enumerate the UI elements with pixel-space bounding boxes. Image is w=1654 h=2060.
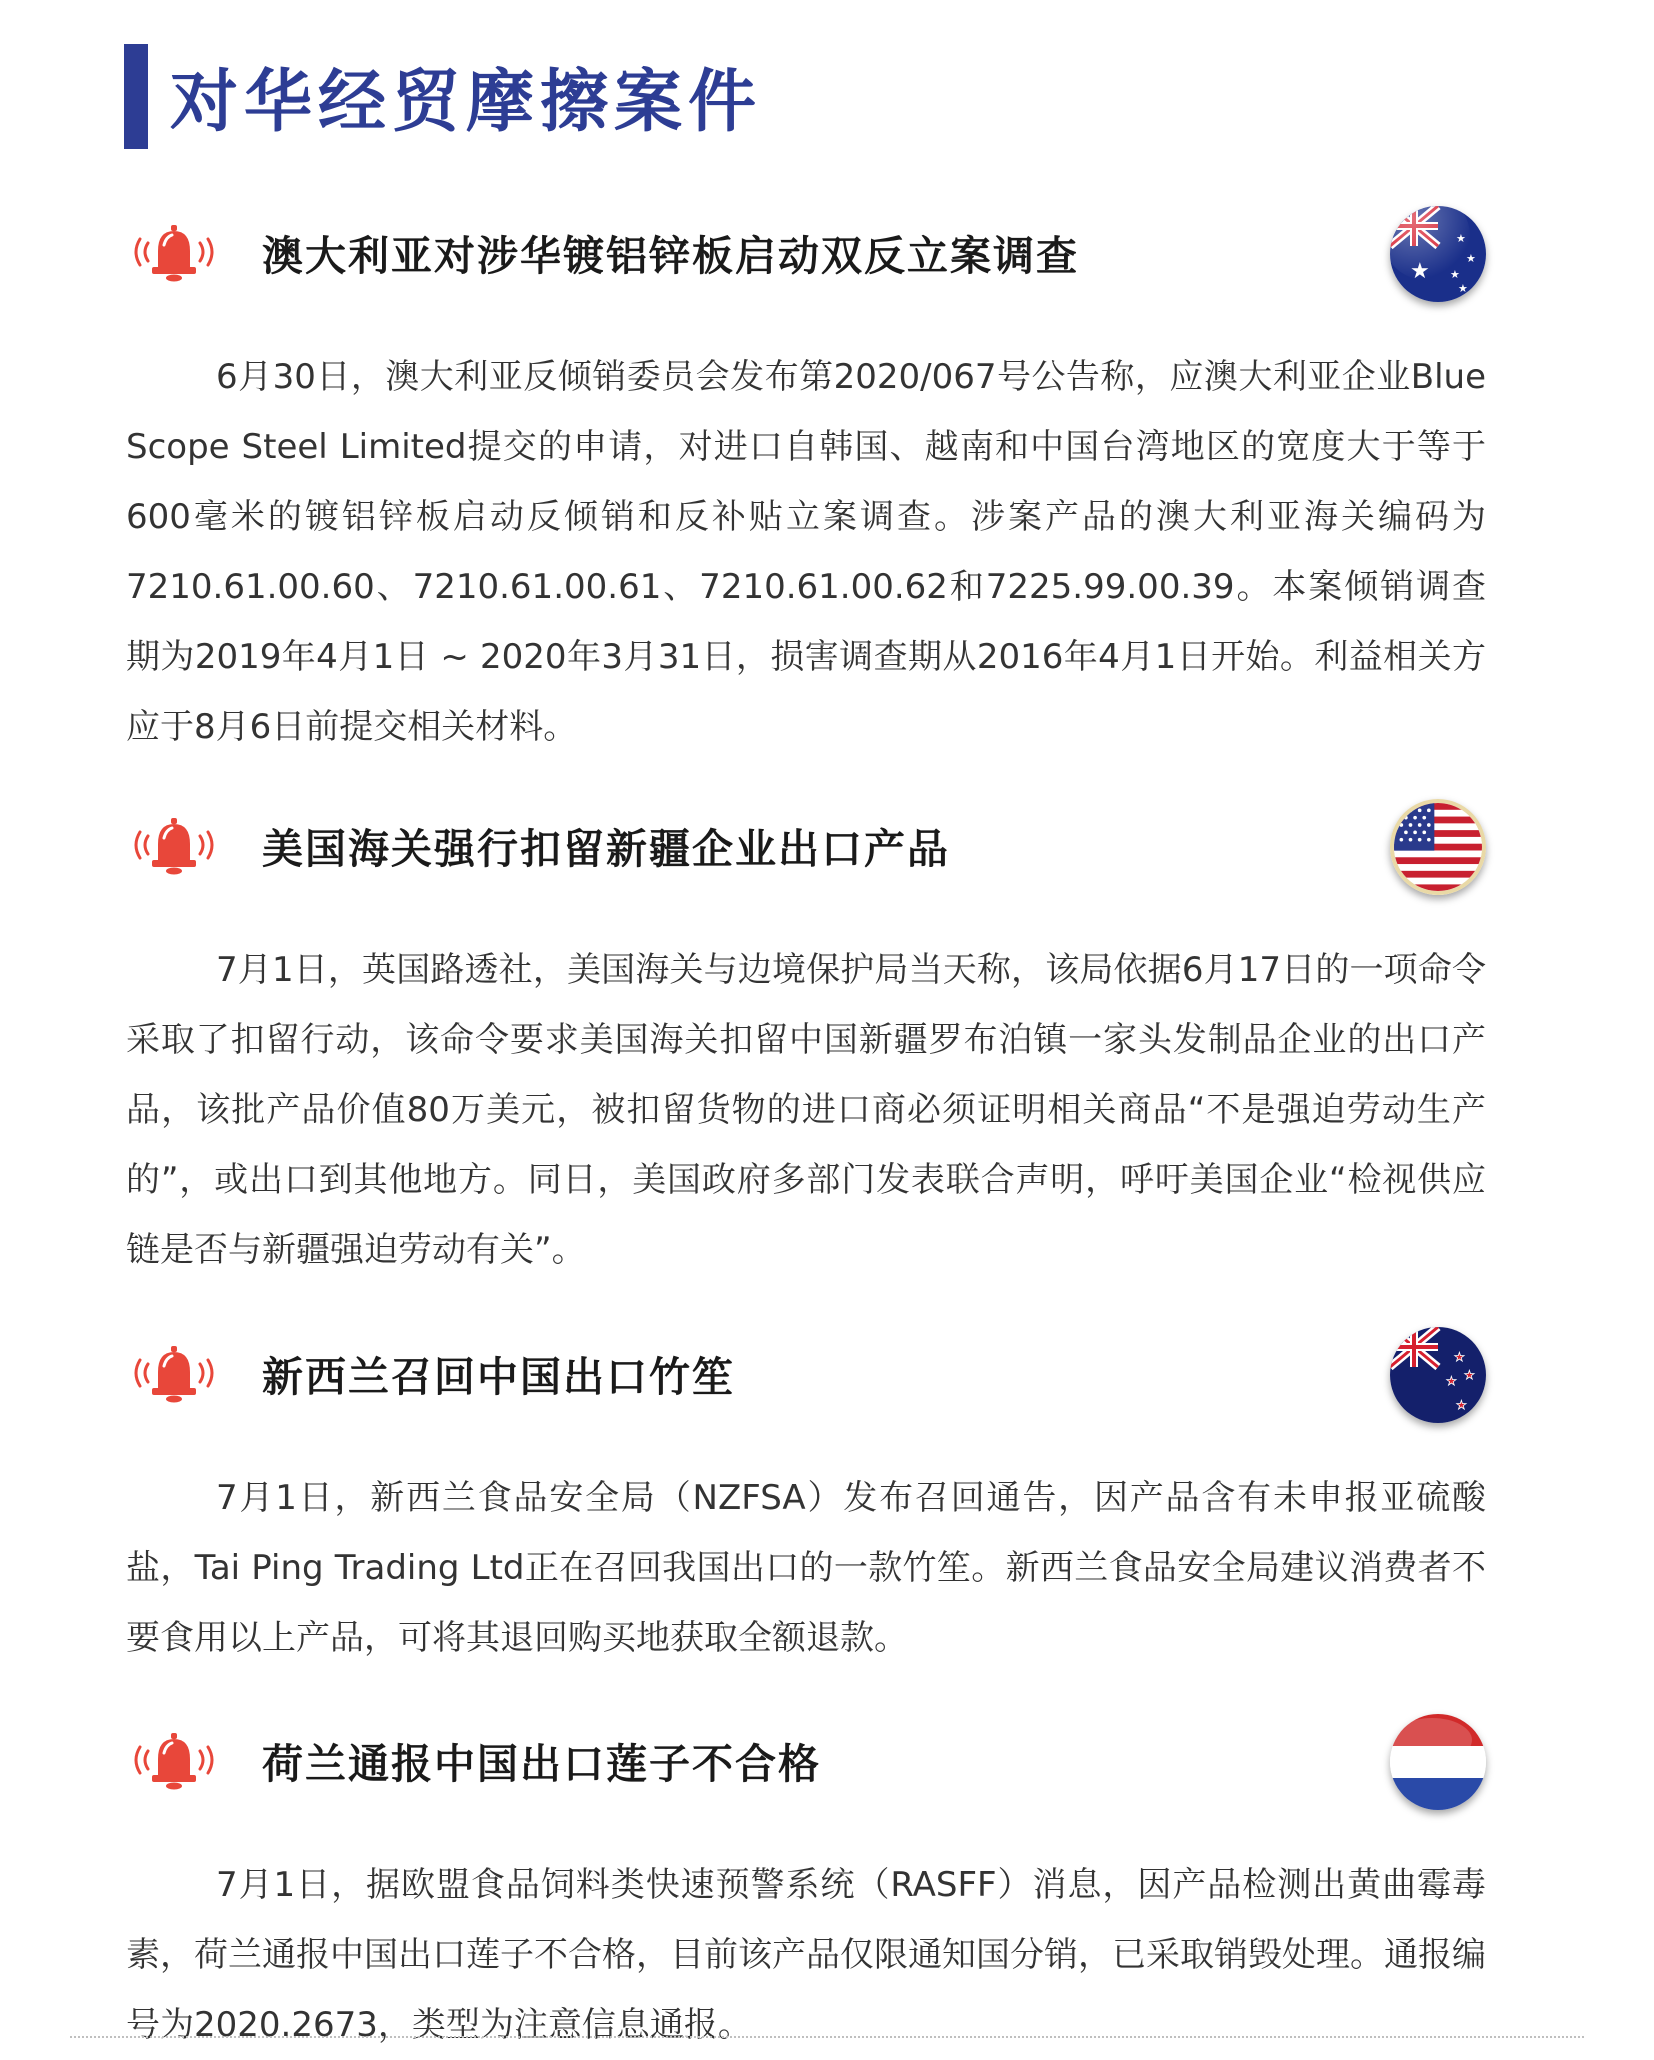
alarm-bell-icon	[126, 1342, 222, 1404]
article-australia	[126, 202, 1486, 762]
alarm-bell-icon	[126, 814, 222, 876]
svg-text:★: ★	[1456, 1398, 1467, 1412]
article-head	[126, 1323, 1486, 1423]
article-head	[126, 202, 1486, 302]
article-usa	[126, 795, 1486, 1285]
new-zealand-flag-icon	[1390, 1327, 1486, 1423]
article-new-zealand	[126, 1323, 1486, 1673]
alarm-bell-icon	[126, 1729, 222, 1791]
bottom-divider	[70, 2036, 1584, 2038]
article-body: 6月30日，澳大利亚反倾销委员会发布第2020/067号公告称，应澳大利亚企业Blue Scope Steel Limited提交的申请，对进口自韩国、越南和中国台湾地区的宽度大于等于600毫米的镀铝锌板启动反倾销和反补贴立案调查。涉案产品的澳大利亚海关编码为7210.61.00.60、7210.61.00.61、7210.61.00.62和7225.99.00.39。本案倾销调查期为2019年4月1日 ~ 2020年3月31日，损害调查期从2016年4月1日开始。利益相关方应于8月6日前提交相关材料。	[126, 357, 1486, 747]
svg-text:★: ★	[1454, 1350, 1465, 1364]
article-title: 澳大利亚对涉华镀铝锌板启动双反立案调查	[262, 231, 1079, 280]
article-netherlands	[126, 1710, 1486, 2060]
svg-text:★: ★	[1464, 1368, 1475, 1382]
australia-flag-icon	[1390, 206, 1486, 302]
article-title: 新西兰召回中国出口竹笙	[262, 1352, 735, 1401]
article-body: 7月1日，新西兰食品安全局（NZFSA）发布召回通告，因产品含有未申报亚硫酸盐，Tai Ping Trading Ltd正在召回我国出口的一款竹笙。新西兰食品安全局建议消费者不要食用以上产品，可将其退回购买地获取全额退款。	[126, 1478, 1486, 1658]
article-head	[126, 1710, 1486, 1810]
svg-text:★: ★	[1458, 282, 1468, 295]
section-header	[124, 44, 762, 149]
section-accent-bar	[124, 44, 148, 149]
section-title: 对华经贸摩擦案件	[170, 63, 763, 142]
usa-flag-icon	[1390, 799, 1486, 895]
svg-text:★: ★	[1450, 268, 1460, 281]
svg-text:★: ★	[1466, 252, 1476, 265]
svg-text:★: ★	[1446, 1374, 1457, 1388]
article-body: 7月1日，英国路透社，美国海关与边境保护局当天称，该局依据6月17日的一项命令采取了扣留行动，该命令要求美国海关扣留中国新疆罗布泊镇一家头发制品企业的出口产品，该批产品价值80万美元，被扣留货物的进口商必须证明相关商品“不是强迫劳动生产的”，或出口到其他地方。同日，美国政府多部门发表联合声明，呼吁美国企业“检视供应链是否与新疆强迫劳动有关”。	[126, 950, 1486, 1270]
article-head	[126, 795, 1486, 895]
article-body: 7月1日，据欧盟食品饲料类快速预警系统（RASFF）消息，因产品检测出黄曲霉毒素，荷兰通报中国出口莲子不合格，目前该产品仅限通知国分销，已采取销毁处理。通报编号为2020.2673，类型为注意信息通报。	[126, 1865, 1486, 2045]
netherlands-flag-icon	[1390, 1714, 1486, 1810]
article-title: 美国海关强行扣留新疆企业出口产品	[262, 824, 950, 873]
alarm-bell-icon	[126, 221, 222, 283]
article-title: 荷兰通报中国出口莲子不合格	[262, 1739, 821, 1788]
